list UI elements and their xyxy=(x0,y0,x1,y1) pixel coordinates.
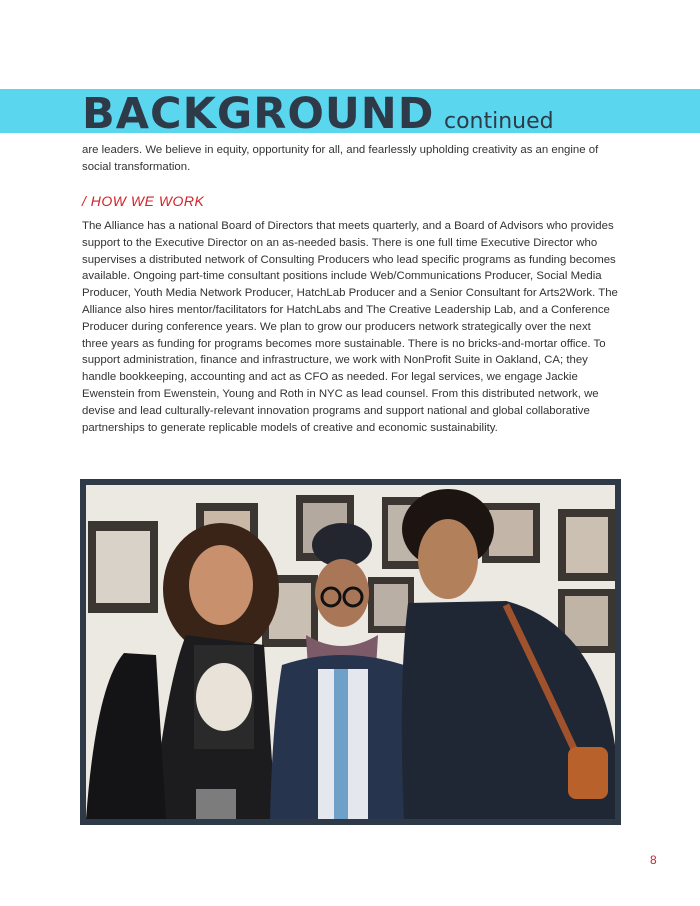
intro-paragraph: are leaders. We believe in equity, opportunity for all, and fearlessly upholding creativity as an engine of social transformation. xyxy=(82,144,599,173)
section-heading: / HOW WE WORK xyxy=(82,193,205,209)
page-subtitle: continued xyxy=(444,109,554,134)
page-number: 8 xyxy=(650,853,657,867)
section-body-paragraph: The Alliance has a national Board of Directors that meets quarterly, and a Board of Advisors who provides support to the Executive Director on an as-needed basis. There is one full time Executive Director who supervises a distributed network of Consulting Producers who lead specific programs as funding becomes available. Ongoing part-time consultant positions include Web/Communications Producer, Social Media Producer, Youth Media Network Producer, HatchLab Producer and a Senior Consultant for Arts2Work. The Alliance also hires mentor/facilitators for HatchLabs and The Creative Leadership Lab, and a Conference Producer during conference years. We plan to grow our producers network strategically over the next three years as funding for programs becomes more sustainable. There is no bricks-and-mortar office. To support administration, finance and infrastructure, we work with NonProfit Suite in Oakland, CA; they handle bookkeeping, accounting and act as CFO as needed. For legal services, we engage Jackie Ewenstein from Ewenstein, Young and Roth in NYC as lead counsel. From this distributed network, we devise and lead culturally-relevant innovation programs and support national and global collaborative partnerships to generate replicable models of creative and economic sustainability. xyxy=(82,220,618,434)
photo-illustration xyxy=(86,485,615,819)
page-title: BACKGROUND xyxy=(82,89,435,139)
photo-content xyxy=(86,485,615,819)
group-photo xyxy=(80,479,621,825)
